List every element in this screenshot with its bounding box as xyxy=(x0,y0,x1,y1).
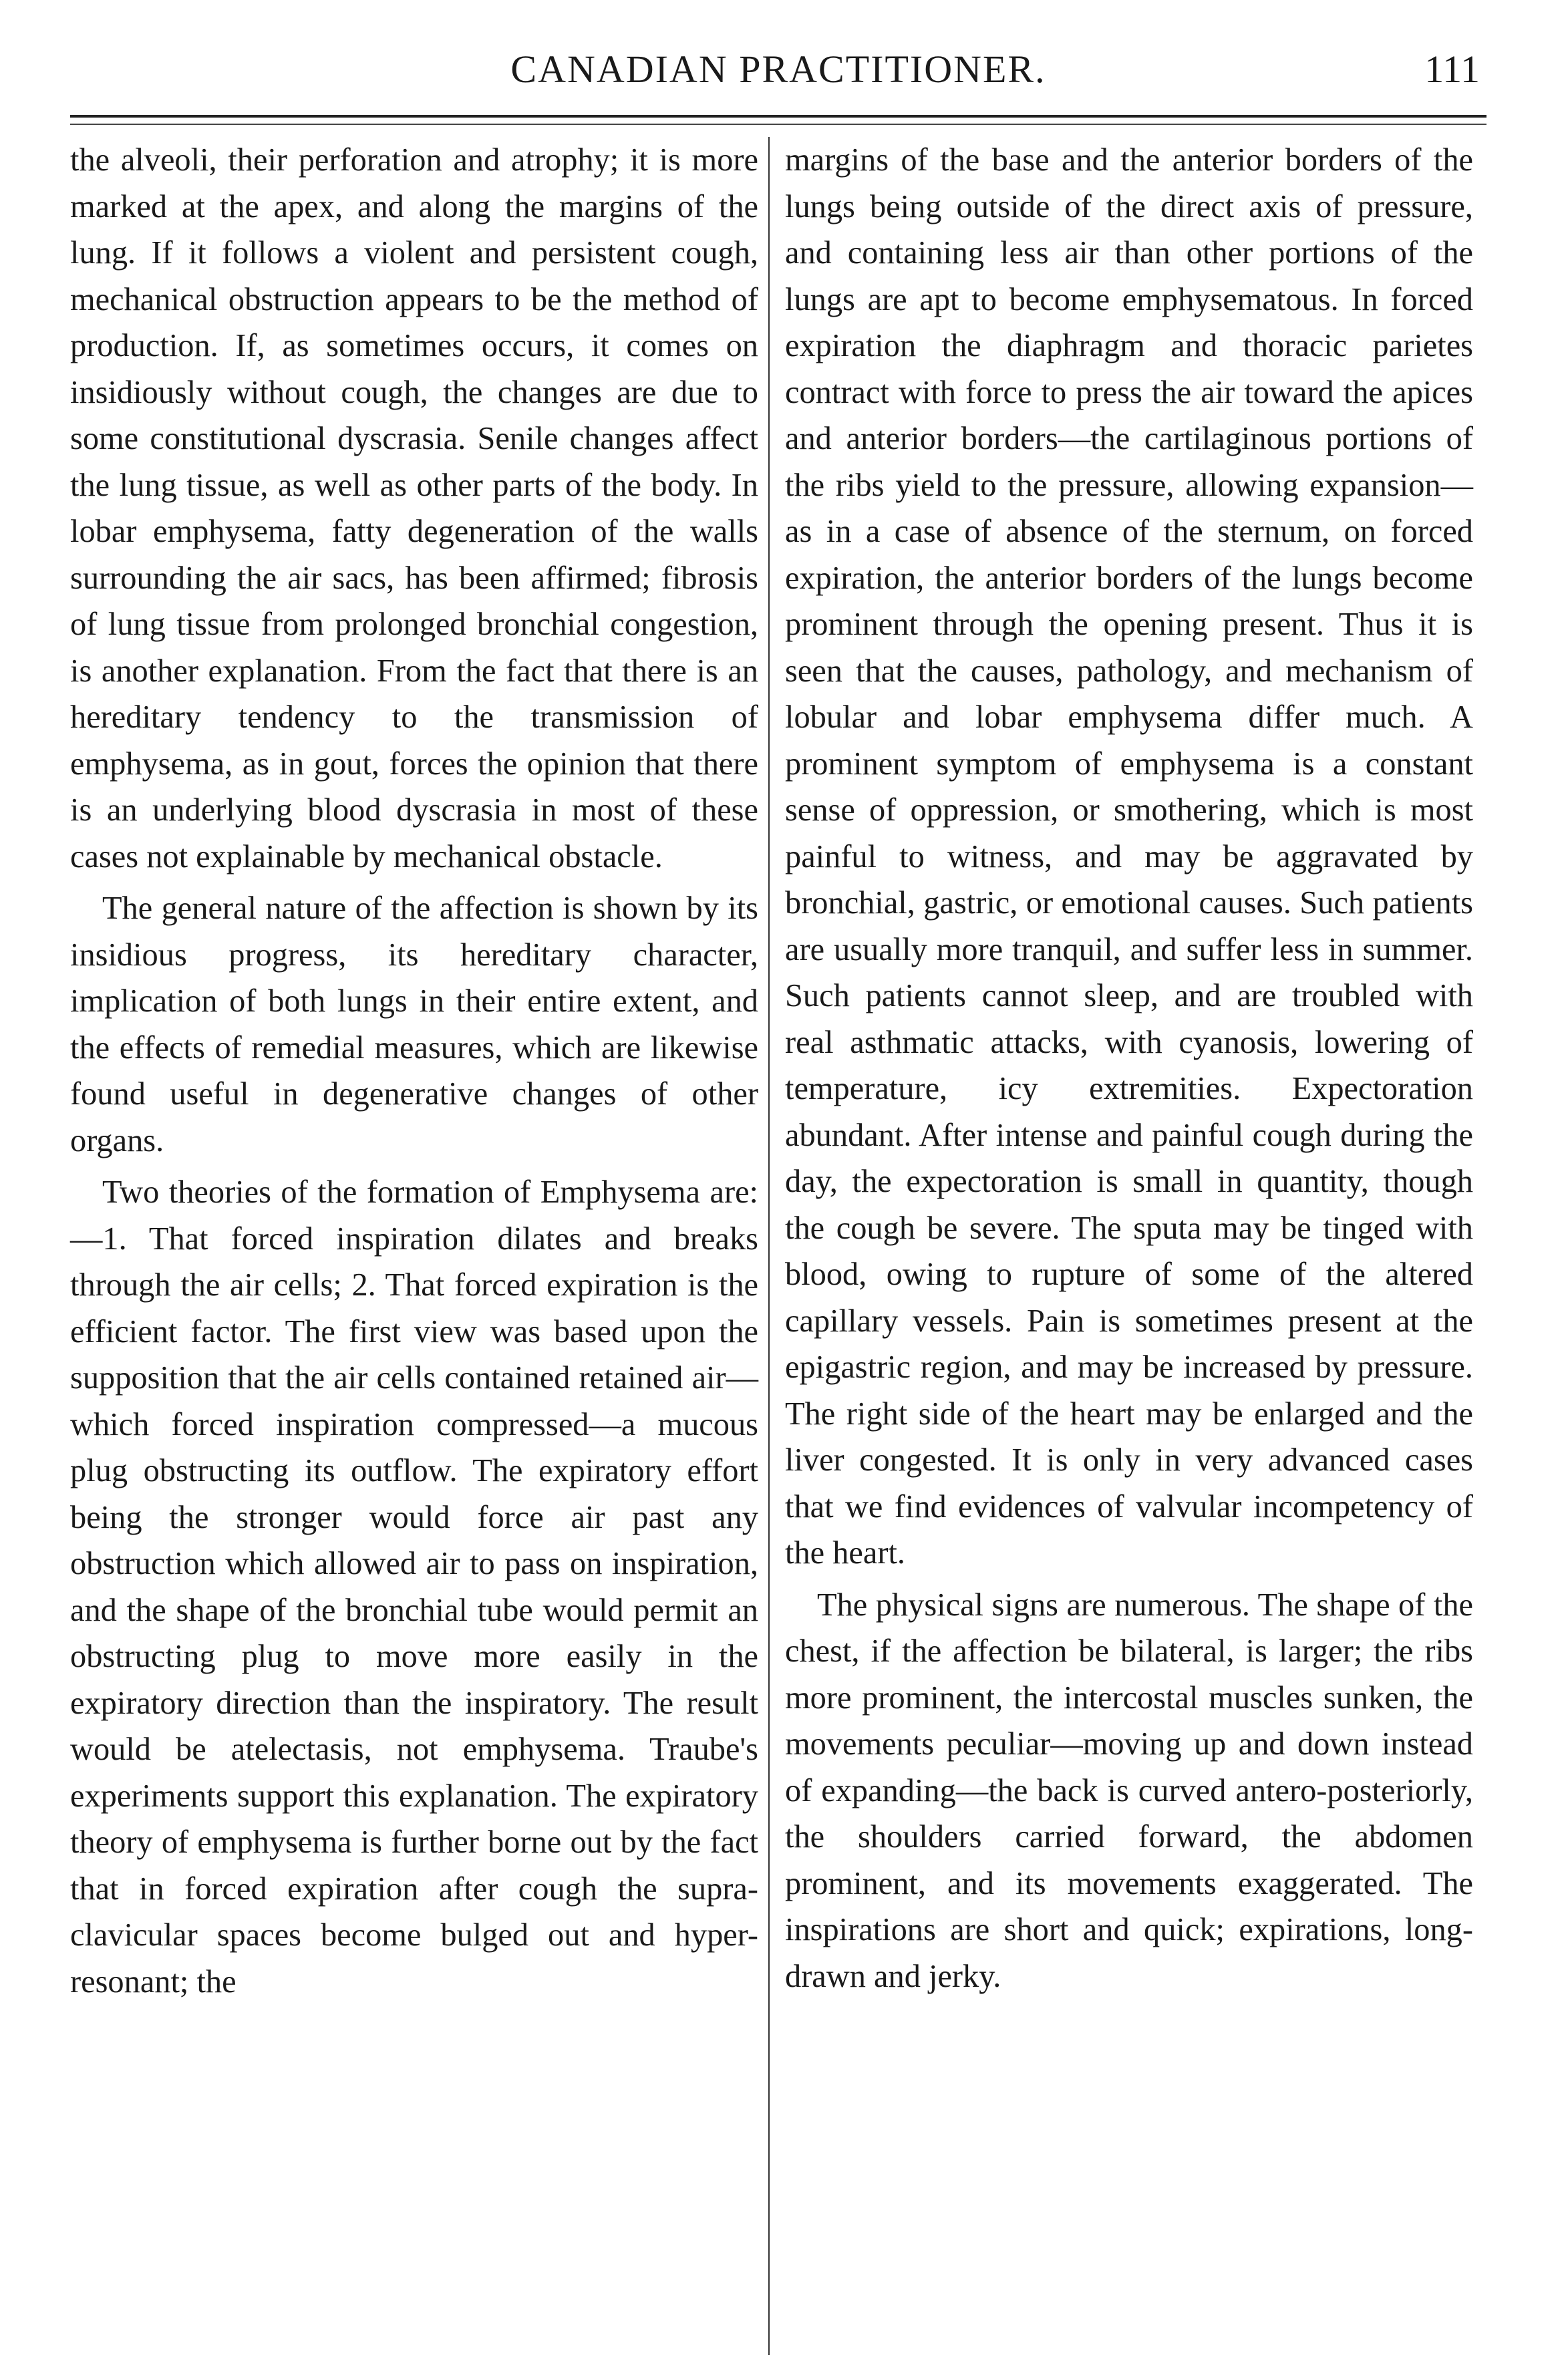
header-rule-thin xyxy=(70,124,1486,125)
paragraph: Two theories of the formation of Emphysema are:—1. That forced inspiration dilates and breaks through the air cells; 2. That forced expiration is the efficient factor. The first view was based upon the supposition that the air cells contained retained air—which forced inspiration compressed—a mucous plug obstructing its outflow. The expiratory effort being the stronger would force air past any obstruction which allowed air to pass on inspiration, and the shape of the bronchial tube would permit an obstructing plug to move more easily in the expiratory direction than the inspiratory. The result would be atelectasis, not emphysema. Traube's experiments support this explanation. The expiratory theory of emphysema is further borne out by the fact that in forced expiration after cough the supra-clavicular spaces become bulged out and hyper-resonant; the xyxy=(70,1174,758,2000)
right-column xyxy=(785,137,1473,2355)
paragraph: The physical signs are numerous. The shape of the chest, if the affection be bilateral, is larger; the ribs more prominent, the intercostal muscles sunken, the movements peculiar—moving up and down instead of expanding—the back is curved antero-posteriorly, the shoulders carried forward, the abdomen prominent, and its movements exaggerated. The inspirations are short and quick; expirations, long-drawn and jerky. xyxy=(785,1587,1473,1994)
page-number: 111 xyxy=(1424,47,1480,91)
paragraph: The general nature of the affection is shown by its insidious progress, its hereditary character, implication of both lungs in their entire extent, and the effects of remedial measures, which are likewise found useful in degenerative changes of other organs. xyxy=(70,891,758,1158)
running-head xyxy=(70,41,1486,102)
paragraph: margins of the base and the anterior borders of the lungs being outside of the direct axis of pressure, and containing less air than other portions of the lungs are apt to become emphysematous. In forced expiration the diaphragm and thoracic parietes contract with force to press the air toward the apices and anterior borders—the cartilaginous portions of the ribs yield to the pressure, allowing expansion—as in a case of absence of the sternum, on forced expiration, the anterior borders of the lungs become prominent through the opening present. Thus it is seen that the causes, pathology, and mechanism of lobular and lobar emphysema differ much. A prominent symptom of emphysema is a constant sense of oppression, or smothering, which is most painful to witness, and may be aggravated by bronchial, gastric, or emotional causes. Such patients are usually more tranquil, and suffer less in summer. Such patients cannot sleep, and are troubled with real asthmatic attacks, with cyanosis, lowering of temperature, icy extremities. Expectoration abundant. After intense and painful cough during the day, the expectoration is small in quantity, though the cough be severe. The sputa may be tinged with blood, owing to rupture of some of the altered capillary vessels. Pain is sometimes present at the epigastric region, and may be increased by pressure. The right side of the heart may be enlarged and the liver congested. It is only in very advanced cases that we find evidences of valvular incompetency of the heart. xyxy=(785,142,1473,1571)
journal-title: CANADIAN PRACTITIONER. xyxy=(510,47,1046,91)
header-rule xyxy=(70,115,1486,118)
left-column xyxy=(70,137,758,2355)
paragraph: the alveoli, their perforation and atrophy; it is more marked at the apex, and along the margins of the lung. If it follows a violent and persistent cough, mechanical obstruction appears to be the method of production. If, as sometimes occurs, it comes on insidiously without cough, the changes are due to some constitutional dyscrasia. Senile changes affect the lung tissue, as well as other parts of the body. In lobar emphysema, fatty degeneration of the walls surrounding the air sacs, has been affirmed; fibrosis of lung tissue from prolonged bronchial congestion, is another explanation. From the fact that there is an hereditary tendency to the transmission of emphysema, as in gout, forces the opinion that there is an underlying blood dyscrasia in most of these cases not explainable by mechanical obstacle. xyxy=(70,142,758,875)
column-divider xyxy=(768,137,770,2355)
